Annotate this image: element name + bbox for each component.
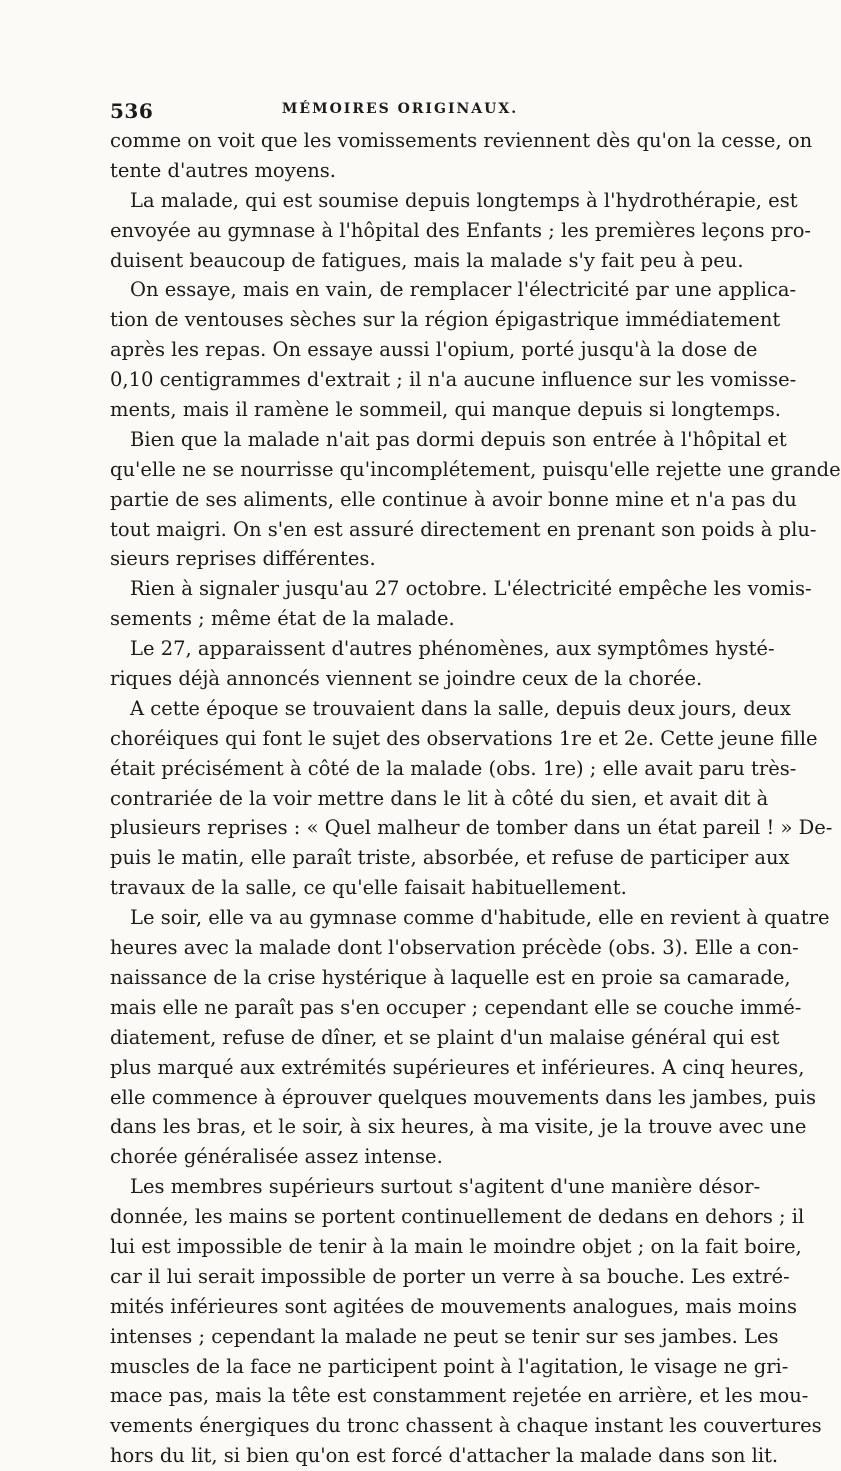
text-line: On essaye, mais en vain, de remplacer l'électricité par une applica- <box>130 278 797 302</box>
text-line: tion de ventouses sèches sur la région épigastrique immédiatement <box>110 308 781 332</box>
text-line: contrariée de la voir mettre dans le lit à côté du sien, et avait dit à <box>110 786 769 810</box>
text-line: naissance de la crise hystérique à laquelle est en proie sa camarade, <box>110 965 791 989</box>
text-line: car il lui serait impossible de porter un verre à sa bouche. Les extré- <box>110 1264 790 1288</box>
text-line: était précisément à côté de la malade (obs. 1re) ; elle avait paru très- <box>110 756 797 780</box>
text-line: Le soir, elle va au gymnase comme d'habitude, elle en revient à quatre <box>130 906 830 930</box>
text-line: A cette époque se trouvaient dans la salle, depuis deux jours, deux <box>130 696 791 720</box>
text-line: Le 27, apparaissent d'autres phénomènes, aux symptômes hysté- <box>130 637 775 661</box>
text-line: après les repas. On essaye aussi l'opium, porté jusqu'à la dose de <box>110 338 758 362</box>
text-line: duisent beaucoup de fatigues, mais la malade s'y fait peu à peu. <box>110 248 744 272</box>
text-line: heures avec la malade dont l'observation précède (obs. 3). Elle a con- <box>110 936 799 960</box>
text-line: choréiques qui font le sujet des observations 1re et 2e. Cette jeune fille <box>110 726 818 750</box>
text-line: riques déjà annoncés viennent se joindre ceux de la chorée. <box>110 667 703 691</box>
text-line: dans les bras, et le soir, à six heures, à ma visite, je la trouve avec une <box>110 1115 807 1139</box>
text-line: donnée, les mains se portent continuellement de dedans en dehors ; il <box>110 1205 805 1229</box>
text-line: muscles de la face ne participent point à l'agitation, le visage ne gri- <box>110 1354 789 1378</box>
text-line: mace pas, mais la tête est constamment rejetée en arrière, et les mou- <box>110 1384 809 1408</box>
text-line: La malade, qui est soumise depuis longtemps à l'hydrothérapie, est <box>130 188 798 212</box>
text-line: lui est impossible de tenir à la main le moindre objet ; on la fait boire, <box>110 1234 802 1258</box>
text-line: ments, mais il ramène le sommeil, qui manque depuis si longtemps. <box>110 398 781 422</box>
text-line: Bien que la malade n'ait pas dormi depuis son entrée à l'hôpital et <box>130 427 787 451</box>
text-line: sieurs reprises différentes. <box>110 547 376 571</box>
text-line: mités inférieures sont agitées de mouvements analogues, mais moins <box>110 1294 797 1318</box>
page-header <box>110 99 690 123</box>
page-number: 536 <box>110 99 154 123</box>
text-line: intenses ; cependant la malade ne peut se tenir sur ses jambes. Les <box>110 1324 779 1348</box>
text-line: Les membres supérieurs surtout s'agitent d'une manière désor- <box>130 1175 761 1199</box>
text-line: mais elle ne paraît pas s'en occuper ; cependant elle se couche immé- <box>110 995 802 1019</box>
text-line: tout maigri. On s'en est assuré directement en prenant son poids à plu- <box>110 517 817 541</box>
text-line: travaux de la salle, ce qu'elle faisait habituellement. <box>110 876 627 900</box>
text-line: partie de ses aliments, elle continue à avoir bonne mine et n'a pas du <box>110 487 797 511</box>
text-line: comme on voit que les vomissements reviennent dès qu'on la cesse, on <box>110 129 813 152</box>
text-line: vements énergiques du tronc chassent à chaque instant les couvertures <box>110 1414 822 1438</box>
running-title: MÉMOIRES ORIGINAUX. <box>281 101 519 117</box>
text-line: elle commence à éprouver quelques mouvements dans les jambes, puis <box>110 1085 817 1109</box>
text-line: plus marqué aux extrémités supérieures et inférieures. A cinq heures, <box>110 1055 805 1079</box>
text-line: sements ; même état de la malade. <box>110 607 455 631</box>
text-line: chorée généralisée assez intense. <box>110 1145 443 1169</box>
text-line: plusieurs reprises : « Quel malheur de tomber dans un état pareil ! » De- <box>110 816 833 840</box>
text-line: qu'elle ne se nourrisse qu'incomplétement, puisqu'elle rejette une grande <box>110 457 841 481</box>
body-text <box>110 126 841 1471</box>
text-line: tente d'autres moyens. <box>110 158 336 182</box>
text-line: envoyée au gymnase à l'hôpital des Enfants ; les premières leçons pro- <box>110 218 812 242</box>
text-line: hors du lit, si bien qu'on est forcé d'attacher la malade dans son lit. <box>110 1444 779 1468</box>
text-line: diatement, refuse de dîner, et se plaint d'un malaise général qui est <box>110 1025 780 1049</box>
text-line: 0,10 centigrammes d'extrait ; il n'a aucune influence sur les vomisse- <box>110 368 797 392</box>
text-line: Rien à signaler jusqu'au 27 octobre. L'électricité empêche les vomis- <box>130 577 812 601</box>
text-line: puis le matin, elle paraît triste, absorbée, et refuse de participer aux <box>110 846 790 870</box>
